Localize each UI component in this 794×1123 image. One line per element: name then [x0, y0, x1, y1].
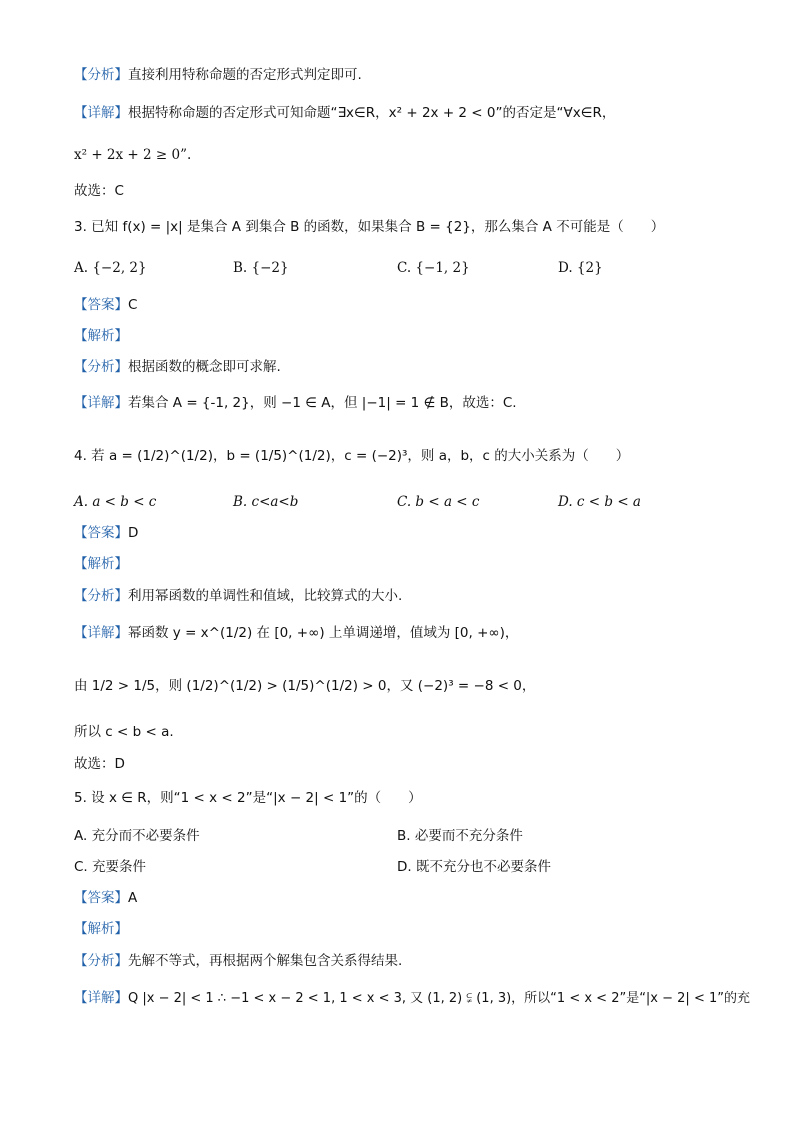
explanation-line-q4 — [74, 554, 128, 574]
question-5 — [74, 788, 422, 808]
detail-line-q5 — [74, 988, 750, 1009]
q5-option-c: C. 充要条件 — [74, 859, 147, 875]
explanation-tag: 【解析】 — [74, 921, 128, 937]
explanation-tag: 【解析】 — [74, 556, 128, 572]
answer-value: A — [128, 890, 138, 906]
analysis-text: 先解不等式，再根据两个解集包含关系得结果. — [128, 953, 403, 969]
analysis-text: 直接利用特称命题的否定形式判定即可. — [128, 67, 362, 83]
analysis-tag: 【分析】 — [74, 359, 128, 375]
detail-tag: 【详解】 — [74, 395, 128, 411]
explanation-line-q3 — [74, 326, 128, 346]
q5-option-b: B. 必要而不充分条件 — [397, 828, 523, 844]
explanation-tag: 【解析】 — [74, 328, 128, 344]
detail-text: 幂函数 y = x^(1/2) 在 [0, +∞) 上单调递增，值域为 [0, +∞)， — [128, 625, 519, 641]
analysis-tag: 【分析】 — [74, 953, 128, 969]
detail-line-q4 — [74, 623, 518, 643]
detail-tag: 【详解】 — [74, 990, 128, 1006]
detail-line-q2 — [74, 103, 615, 123]
analysis-line-q5 — [74, 951, 402, 971]
answer-value: D — [128, 525, 139, 541]
answer-line-q4 — [74, 523, 138, 543]
question-3 — [74, 217, 664, 237]
detail-line-q4-2 — [74, 676, 535, 696]
detail-line-q3 — [74, 393, 517, 413]
explanation-line-q5 — [74, 919, 128, 939]
q4-option-c: C. b < a < c — [397, 494, 480, 510]
detail-text: Q |x − 2| < 1 ∴ −1 < x − 2 < 1, 1 < x < 3, 又 (1, 2) ⫋ (1, 3)，所以“1 < x < 2”是“|x − 2| < 1”的充 — [128, 991, 750, 1006]
detail-tag: 【详解】 — [74, 625, 128, 641]
q3-option-a: A. {−2, 2} — [74, 260, 147, 276]
analysis-line-q3 — [74, 357, 281, 377]
detail-text: 若集合 A = {-1, 2}，则 −1 ∈ A，但 |−1| = 1 ∉ B，故选：C. — [128, 395, 517, 411]
q4-option-a: A. a < b < c — [74, 494, 157, 510]
detail-text: 所以 c < b < a. — [74, 724, 174, 740]
q3-option-b: B. {−2} — [233, 260, 289, 276]
detail-continuation-text: x² + 2x + 2 ≥ 0”. — [74, 147, 192, 163]
answer-tag: 【答案】 — [74, 297, 128, 313]
detail-text: 由 1/2 > 1/5，则 (1/2)^(1/2) > (1/5)^(1/2) > 0，又 (−2)³ = −8 < 0， — [74, 678, 536, 694]
detail-tag: 【详解】 — [74, 105, 128, 121]
q5-option-a: A. 充分而不必要条件 — [74, 828, 200, 844]
choice-text: 故选：D — [74, 756, 125, 772]
question-5-text: 5. 设 x ∈ R，则“1 < x < 2”是“|x − 2| < 1”的（ ） — [74, 790, 422, 806]
answer-line-q5 — [74, 888, 137, 908]
answer-tag: 【答案】 — [74, 890, 128, 906]
detail-continuation-q2 — [74, 145, 191, 165]
q5-option-d: D. 既不充分也不必要条件 — [397, 859, 551, 875]
question-4 — [74, 446, 629, 466]
q3-option-c: C. {−1, 2} — [397, 260, 470, 276]
analysis-tag: 【分析】 — [74, 67, 128, 83]
analysis-line-q4 — [74, 586, 402, 606]
question-4-text: 4. 若 a = (1/2)^(1/2)，b = (1/5)^(1/2)，c = (−2)³，则 a，b，c 的大小关系为（ ） — [74, 448, 630, 464]
choice-line-q2 — [74, 181, 124, 201]
q4-option-d: D. c < b < a — [558, 494, 641, 510]
answer-value: C — [128, 297, 138, 313]
analysis-line-q2 — [74, 65, 362, 85]
detail-line-q4-3 — [74, 722, 174, 742]
q3-option-d: D. {2} — [558, 260, 603, 276]
q4-option-b: B. c<a<b — [233, 494, 299, 510]
analysis-tag: 【分析】 — [74, 588, 128, 604]
answer-tag: 【答案】 — [74, 525, 128, 541]
analysis-text: 根据函数的概念即可求解. — [128, 359, 281, 375]
choice-line-q4 — [74, 754, 125, 774]
choice-text: 故选：C — [74, 183, 124, 199]
answer-line-q3 — [74, 295, 137, 315]
analysis-text: 利用幂函数的单调性和值域，比较算式的大小. — [128, 588, 403, 604]
detail-text: 根据特称命题的否定形式可知命题“∃x∈R，x² + 2x + 2 < 0”的否定是“∀x∈R， — [128, 105, 616, 121]
question-3-text: 3. 已知 f(x) = |x| 是集合 A 到集合 B 的函数，如果集合 B = {2}，那么集合 A 不可能是（ ） — [74, 219, 665, 235]
